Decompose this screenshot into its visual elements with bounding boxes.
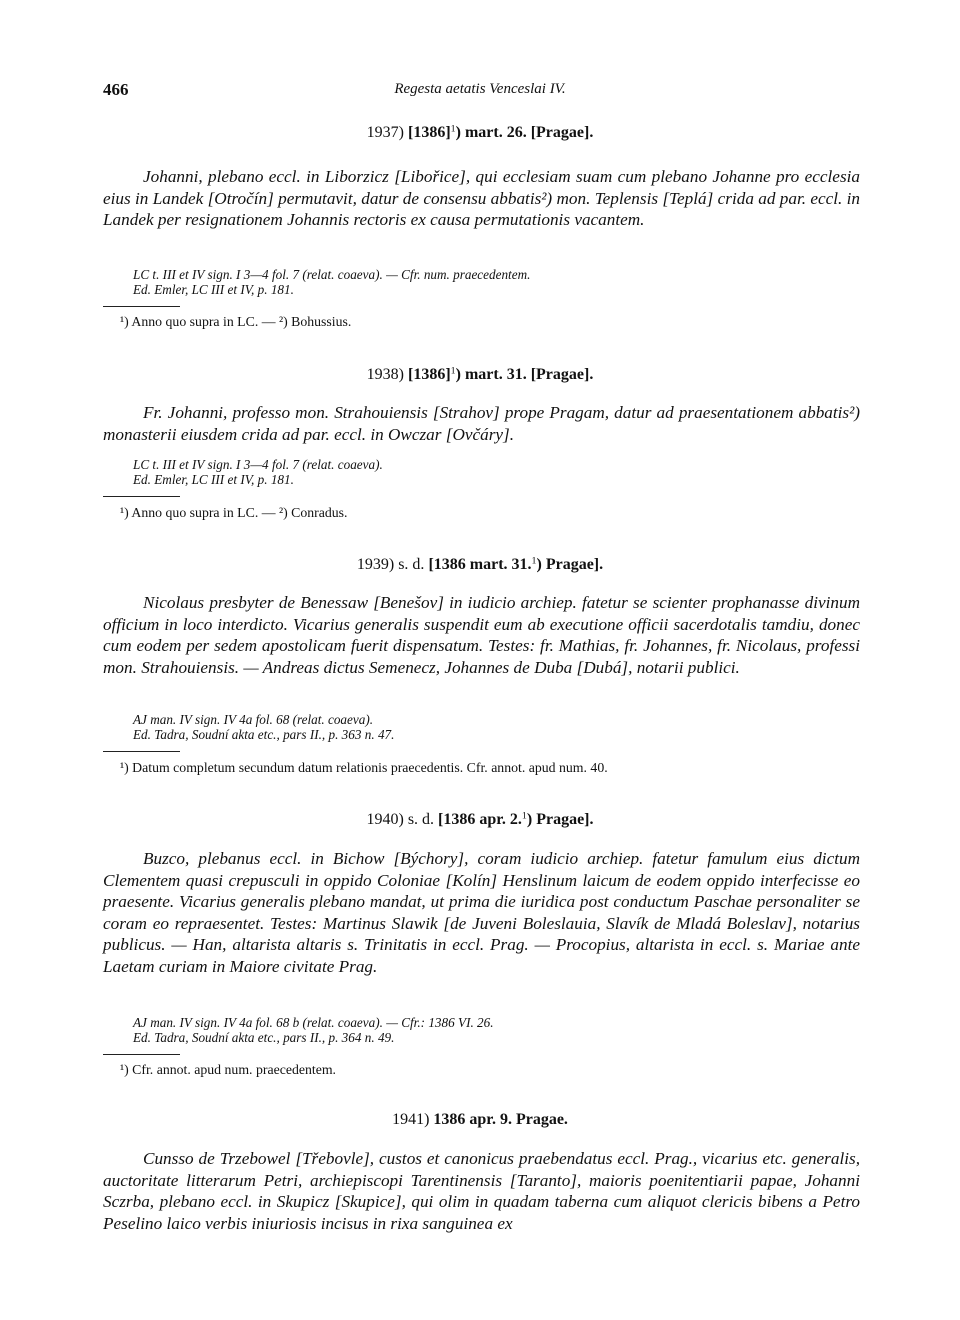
entry-source-1939: AJ man. IV sign. IV 4a fol. 68 (relat. coaeva). Ed. Tadra, Soudní akta etc., pars II., p. 363 n. 47.	[133, 712, 395, 742]
footnote-divider	[103, 751, 180, 752]
entry-source-1940: AJ man. IV sign. IV 4a fol. 68 b (relat. coaeva). — Cfr.: 1386 VI. 26. Ed. Tadra, Soudní akta etc., pars II., p. 364 n. 49.	[133, 1015, 494, 1045]
entry-heading-1940: 1940) s. d. [1386 apr. 2.$^1$) Pragae].	[366, 810, 594, 828]
entry-footnote-1938: ¹) Anno quo supra in LC. — ²) Conradus.	[120, 505, 348, 520]
footnote-divider	[103, 306, 180, 307]
footnote-divider	[103, 1054, 180, 1055]
entry-body-1938: Fr. Johanni, professo mon. Strahouiensis [Strahov] prope Pragam, datur ad praesentationem abbatis²) monasterii eiusdem crida ad par. eccl. in Owczar [Ovčáry].	[103, 403, 860, 444]
entry-heading-1941: 1941) 1386 apr. 9. Pragae.	[392, 1111, 568, 1128]
entry-body-1941: Cunsso de Trzebowel [Třebovle], custos et canonicus praebendatus eccl. Prag., vicarius etc. generalis, auctoritate litterarum Petri, archiepiscopi Tarentinensis [Taranto], maioris poenitentiarii papae, Johanni Sczrba, plebano eccl. in Skupicz [Skupice], qui olim in quadam taberna cum aliquot clericis bibens a Petro Peselino laico verbis iniuriosis incisus in rixa sanguinea ex	[103, 1149, 860, 1233]
entry-heading-1938: 1938) $[1386]^1$) mart. 31. [Pragae].	[366, 365, 594, 383]
entry-footnote-1940: ¹) Cfr. annot. apud num. praecedentem.	[120, 1062, 337, 1077]
entry-source-1937: LC t. III et IV sign. I 3—4 fol. 7 (relat. coaeva). — Cfr. num. praecedentem. Ed. Emler, LC III et IV, p. 181.	[133, 267, 531, 297]
entry-footnote-1937: ¹) Anno quo supra in LC. — ²) Bohussius.	[120, 314, 352, 329]
page-number: 466	[103, 80, 129, 99]
entry-footnote-1939: ¹) Datum completum secundum datum relationis praecedentis. Cfr. annot. apud num. 40.	[120, 760, 608, 775]
footnote-divider	[103, 496, 180, 497]
entry-body-1937: Johanni, plebano eccl. in Liborzicz [Libořice], qui ecclesiam suam cum plebano Johanne pro ecclesia eius in Landek [Otročín] permutavit, datur de consensu abbatis²) mon. Teplensis [Teplá] crida ad par. eccl. in Landek per resignationem Johannis rectoris ex causa permutationis vacantem.	[103, 167, 860, 230]
running-title: Regesta aetatis Venceslai IV.	[394, 81, 566, 97]
entry-body-1939: Nicolaus presbyter de Benessaw [Benešov] in iudicio archiep. fatetur se scienter prophanasse divinum officium in loco interdicto. Vicarius generalis suspendit eum ab executione officii sacerdotalis tamdiu, donec cum eodem per sedem apostolicam fuerit dispensatum. Testes: fr. Mathias, fr. Johannes, fr. Nicolaus, professi mon. Strahouiensis. — Andreas dictus Semenecz, Johannes de Duba [Dubá], notarii publici.	[103, 593, 860, 677]
entry-heading-1939: 1939) s. d. [1386 mart. 31.$^1$) Pragae].	[356, 555, 604, 573]
entry-source-1938: LC t. III et IV sign. I 3—4 fol. 7 (relat. coaeva). Ed. Emler, LC III et IV, p. 181.	[133, 457, 383, 487]
entry-body-1940: Buzco, plebanus eccl. in Bichow [Býchory], coram iudicio archiep. fatetur famulum eius dictum Clementem quasi crepusculi in oppido Coloniae [Kolín] Henslinum laicum de eodem oppido interfecisse eo praesente. Vicarius generalis plebano mandat, ut prima die iuridica post conductum Paschae personaliter se coram eo repraesentet. Testes: Martinus Slawik [de Juveni Boleslauia, Slavík de Mladá Boleslav], notarius publicus. — Han, altarista altaris s. Trinitatis in eccl. Prag. — Procopius, altarista in eccl. s. Mariae ante Laetam curiam in Maiore civitate Prag.	[103, 849, 860, 976]
entry-heading-1937: 1937) $[1386]^1$) mart. 26. [Pragae].	[366, 123, 594, 141]
